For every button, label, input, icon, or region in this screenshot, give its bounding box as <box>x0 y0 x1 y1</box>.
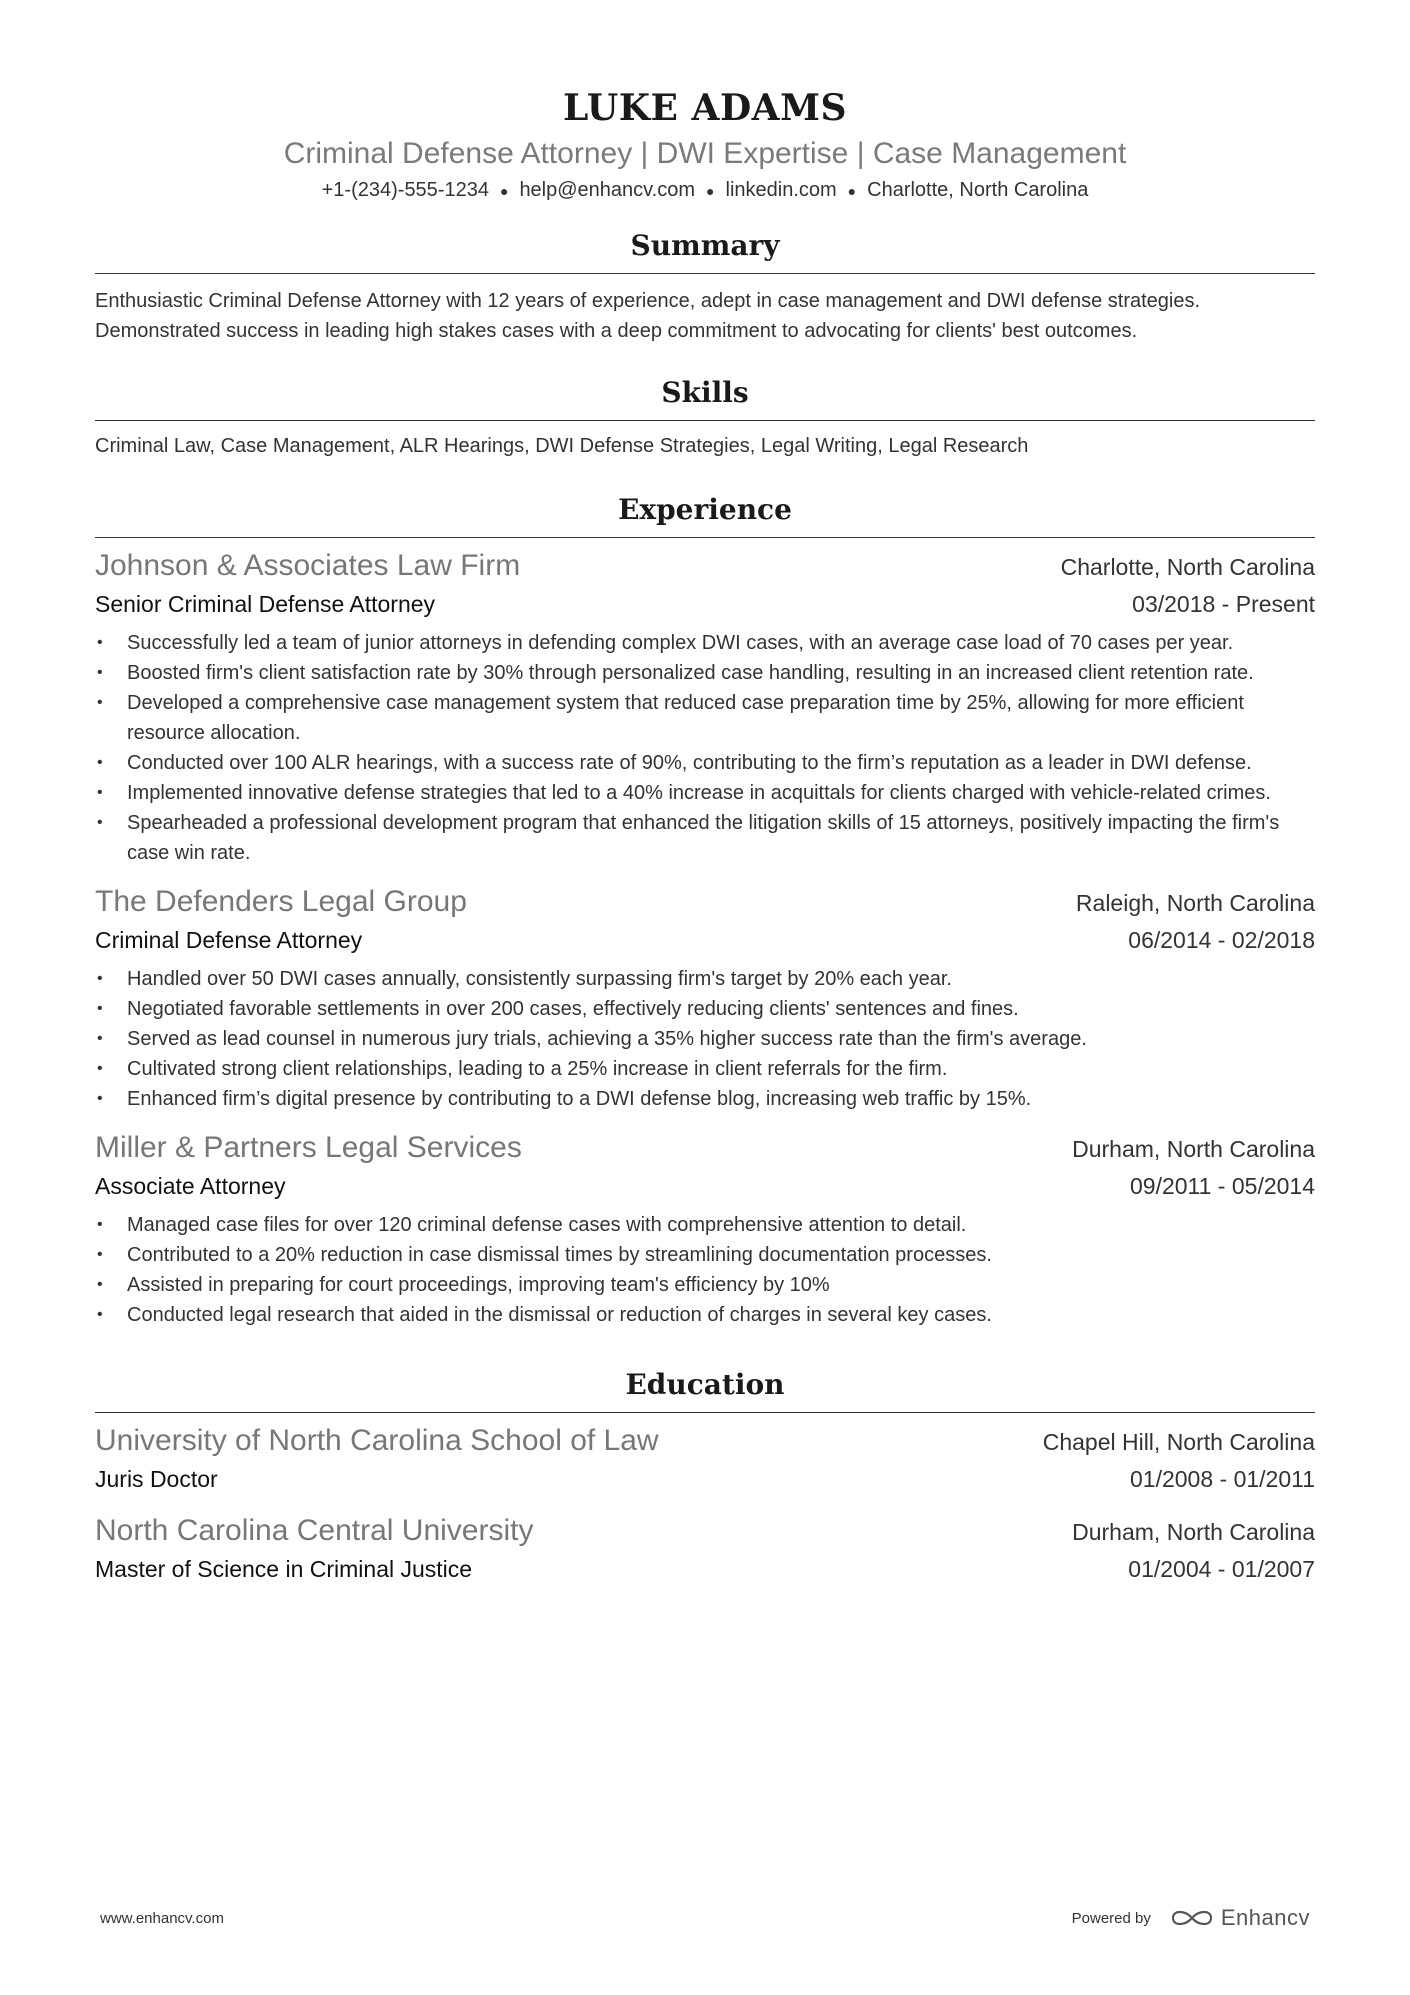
bullet-icon: • <box>97 813 103 831</box>
summary-text: Enthusiastic Criminal Defense Attorney with 12 years of experience, adept in case management and DWI defense strategies. Demonstrated success in leading high stakes cases with a deep commitment to advocating for clients' best outcomes. <box>95 289 1201 342</box>
experience-entry <box>95 1128 1315 1330</box>
job-location: Raleigh, North Carolina <box>1075 889 1315 916</box>
employer-name: Miller & Partners Legal Services <box>95 1130 522 1164</box>
candidate-headline: Criminal Defense Attorney | DWI Expertise | Case Management <box>283 137 1127 170</box>
contact-line <box>95 176 1315 205</box>
bullet-icon: • <box>97 633 103 651</box>
list-item: • Spearheaded a professional development program that enhanced the litigation skills of 15 attorneys, positively impacting the firm's case win rate. <box>95 808 1315 868</box>
experience-section <box>95 491 1315 1330</box>
degree-name: Juris Doctor <box>95 1465 218 1492</box>
list-item: • Managed case files for over 120 criminal defense cases with comprehensive attention to detail. <box>95 1210 1315 1240</box>
separator-dot-icon: ● <box>499 182 509 199</box>
section-divider <box>95 273 1315 274</box>
powered-by-label: Powered by <box>1071 1909 1151 1927</box>
skills-section <box>95 374 1315 461</box>
job-title: Associate Attorney <box>95 1172 286 1199</box>
powered-by <box>1072 1905 1310 1931</box>
experience-entry <box>95 882 1315 1114</box>
section-divider <box>95 420 1315 421</box>
job-location: Durham, North Carolina <box>1072 1135 1315 1162</box>
job-location: Charlotte, North Carolina <box>1060 553 1315 580</box>
list-item: • Boosted firm's client satisfaction rate by 30% through personalized case handling, resulting in an increased client retention rate. <box>95 658 1315 688</box>
bullet-icon: • <box>97 693 103 711</box>
bullet-icon: • <box>97 663 103 681</box>
bullet-icon: • <box>97 1305 103 1323</box>
list-item: • Assisted in preparing for court proceedings, improving team's efficiency by 10% <box>95 1270 1315 1300</box>
education-dates: 01/2004 - 01/2007 <box>1128 1555 1315 1582</box>
footer-url[interactable]: www.enhancv.com <box>100 1909 224 1927</box>
section-title-summary: Summary <box>630 228 780 262</box>
section-title-education: Education <box>625 1367 785 1401</box>
list-item: • Cultivated strong client relationships, leading to a 25% increase in client referrals for the firm. <box>95 1054 1315 1084</box>
skills-text: Criminal Law, Case Management, ALR Hearings, DWI Defense Strategies, Legal Writing, Legal Research <box>95 434 1029 457</box>
contact-email[interactable]: help@enhancv.com <box>519 179 696 201</box>
education-entry <box>95 1421 1315 1497</box>
section-divider <box>95 1412 1315 1413</box>
list-item: • Negotiated favorable settlements in over 200 cases, effectively reducing clients' sentences and fines. <box>95 994 1315 1024</box>
list-item: • Developed a comprehensive case management system that reduced case preparation time by 25%, allowing for more efficient resource allocation. <box>95 688 1315 748</box>
employer-name: The Defenders Legal Group <box>95 884 467 918</box>
experience-entry <box>95 546 1315 868</box>
job-title: Criminal Defense Attorney <box>95 926 363 953</box>
contact-linkedin[interactable]: linkedin.com <box>725 179 837 201</box>
brand-name: Enhancv <box>1220 1905 1310 1930</box>
education-section <box>95 1366 1315 1587</box>
page-footer <box>100 1905 1310 1931</box>
job-dates: 06/2014 - 02/2018 <box>1128 926 1315 953</box>
bullet-icon: • <box>97 1245 103 1263</box>
bullet-icon: • <box>97 1275 103 1293</box>
school-name: University of North Carolina School of Law <box>95 1423 659 1457</box>
bullet-icon: • <box>97 1089 103 1107</box>
list-item: • Contributed to a 20% reduction in case dismissal times by streamlining documentation processes. <box>95 1240 1315 1270</box>
school-name: North Carolina Central University <box>95 1513 534 1547</box>
list-item: • Handled over 50 DWI cases annually, consistently surpassing firm's target by 20% each year. <box>95 964 1315 994</box>
list-item: • Successfully led a team of junior attorneys in defending complex DWI cases, with an average case load of 70 cases per year. <box>95 628 1315 658</box>
section-title-experience: Experience <box>618 492 792 526</box>
separator-dot-icon: ● <box>847 182 857 199</box>
education-entry <box>95 1511 1315 1587</box>
employer-name: Johnson & Associates Law Firm <box>95 548 521 582</box>
degree-name: Master of Science in Criminal Justice <box>95 1555 473 1582</box>
enhancv-logo-icon <box>1169 1906 1215 1930</box>
job-bullets <box>95 1210 1315 1330</box>
education-dates: 01/2008 - 01/2011 <box>1129 1465 1315 1492</box>
school-location: Durham, North Carolina <box>1072 1518 1315 1545</box>
bullet-icon: • <box>97 783 103 801</box>
job-bullets <box>95 628 1315 868</box>
list-item: • Conducted legal research that aided in the dismissal or reduction of charges in several key cases. <box>95 1300 1315 1330</box>
contact-location: Charlotte, North Carolina <box>867 179 1089 201</box>
job-dates: 09/2011 - 05/2014 <box>1129 1172 1315 1199</box>
brand-logo[interactable] <box>1169 1905 1310 1931</box>
bullet-icon: • <box>97 969 103 987</box>
contact-phone: +1-(234)-555-1234 <box>321 179 489 201</box>
bullet-icon: • <box>97 1059 103 1077</box>
candidate-name: LUKE ADAMS <box>563 87 847 129</box>
school-location: Chapel Hill, North Carolina <box>1042 1428 1315 1455</box>
summary-section <box>95 227 1315 346</box>
job-dates: 03/2018 - Present <box>1132 590 1315 617</box>
bullet-icon: • <box>97 1215 103 1233</box>
separator-dot-icon: ● <box>706 182 715 199</box>
job-title: Senior Criminal Defense Attorney <box>95 590 436 617</box>
section-title-skills: Skills <box>661 375 749 409</box>
bullet-icon: • <box>97 1029 103 1047</box>
job-bullets <box>95 964 1315 1114</box>
list-item: • Served as lead counsel in numerous jury trials, achieving a 35% higher success rate than the firm's average. <box>95 1024 1315 1054</box>
list-item: • Implemented innovative defense strategies that led to a 40% increase in acquittals for clients charged with vehicle-related crimes. <box>95 778 1315 808</box>
list-item: • Enhanced firm’s digital presence by contributing to a DWI defense blog, increasing web traffic by 15%. <box>95 1084 1315 1114</box>
section-divider <box>95 537 1315 538</box>
bullet-icon: • <box>97 999 103 1017</box>
bullet-icon: • <box>97 753 103 771</box>
list-item: • Conducted over 100 ALR hearings, with a success rate of 90%, contributing to the firm’s reputation as a leader in DWI defense. <box>95 748 1315 778</box>
